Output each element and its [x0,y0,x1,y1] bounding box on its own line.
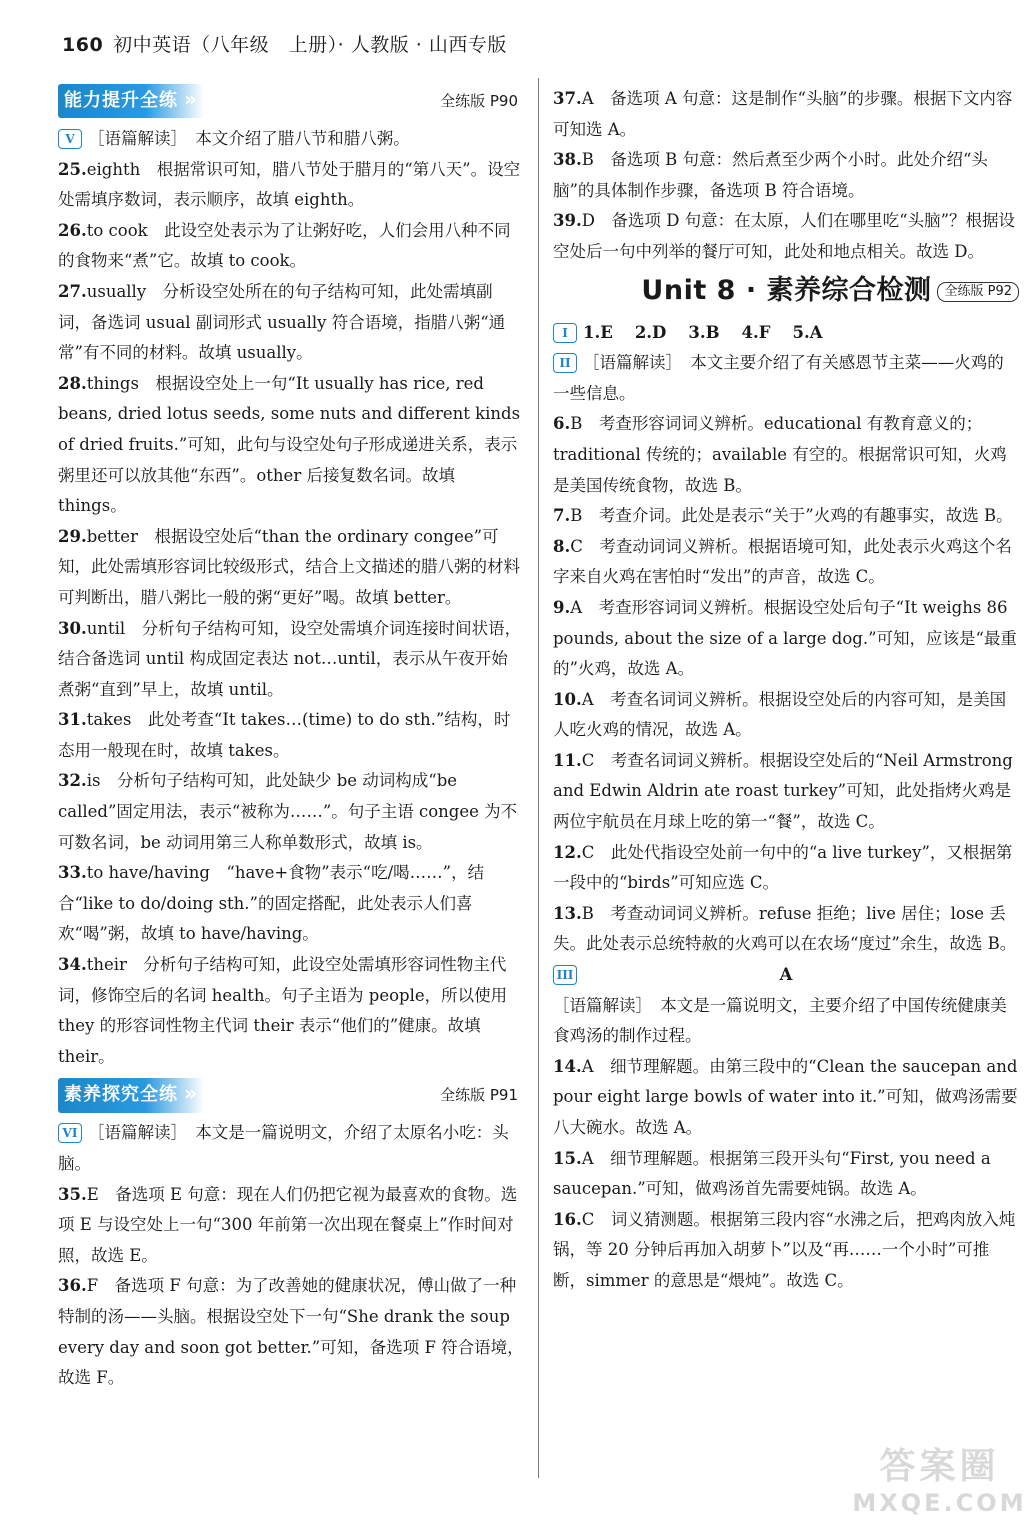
explanation-text: 备选项 A 句意：这是制作“头脑”的步骤。根据下文内容可知选 A。 [553,89,1013,139]
section-marker: V [58,129,82,149]
answer-key: to cook [86,220,148,240]
question-number: 16. [553,1209,582,1229]
answer-item [553,206,1019,267]
explanation-text: 根据设空处上一句“It usually has rice, red beans, dried lotus seeds, some nuts and different kinds of dried fruits.”可知，此句与设空处句子形成递进关系，表示粥里还可以放其他“东西”。other 后接复数名词。故填 things。 [58,373,521,516]
answer-item [553,838,1019,899]
section-three-header [553,960,1019,991]
explanation-text: 备选项 F 句意：为了改善她的健康状况，傅山做了一种特制的汤——头脑。根据设空处下一句“She drank the soup every day and soon got better.”可知，备选项 F 符合语境，故选 F。 [58,1276,524,1388]
section-banner-ability [58,84,524,118]
passage-summary: II ［语篇解读］ 本文主要介绍了有关感恩节主菜——火鸡的一些信息。 [553,353,1004,403]
explanation-text: 细节理解题。由第三段中的“Clean the saucepan and pour eight large bowls of water into it.”可知，做鸡汤需要八大碗水。故选 A。 [553,1056,1018,1137]
answer-item [58,277,524,369]
quick-answers [553,318,1019,349]
answer-item [553,1144,1019,1205]
answer-list [553,1052,1019,1297]
explanation-text: 根据设空处后“than the ordinary congee”可知，此处需填形容词比较级形式，结合上文描述的腊八粥的材料可判断出，腊八粥比一般的粥“更好”喝。故填 better。 [58,526,520,607]
quick-answer: 2.D [634,322,667,342]
answer-item [553,84,1019,145]
explanation-text: 备选项 D 句意：在太原，人们在哪里吃“头脑”？根据设空处后一句中列举的餐厅可知，此处和地点相关。故选 D。 [553,211,1016,261]
explanation-text: 考查形容词词义辨析。根据设空处后句子“It weighs 86 pounds, about the size of a large dog.”可知，应该是“最重的”火鸡，故选 A。 [553,597,1017,679]
question-number: 30. [58,618,87,638]
explanation-text: 考查名词词义辨析。根据设空处后的“Neil Armstrong and Edwin Aldrin ate roast turkey”可知，此处指烤火鸡是两位宇航员在月球上吃的第一“餐”，故选 C。 [553,750,1013,832]
passage-heading: A [779,965,793,985]
answer-key: is [86,771,101,791]
question-number: 39. [553,211,582,231]
explanation-text: 考查名词词义辨析。根据设空处后的内容可知，是美国人吃火鸡的情况，故选 A。 [553,689,1007,740]
question-number: 27. [58,281,87,301]
question-number: 11. [553,750,582,770]
answer-key: A [581,1148,594,1168]
answer-list [553,409,1019,960]
answer-item [58,766,524,858]
section-marker: III [553,965,577,985]
answer-item [58,369,524,522]
question-number: 9. [553,597,571,617]
answer-item [553,1205,1019,1297]
answer-item [553,593,1019,685]
section-marker: I [553,323,577,343]
right-column [553,84,1019,1297]
answer-item [58,522,524,614]
explanation-text: 此处考查“It takes…(time) to do sth.”结构，时态用一般现在时，故填 takes。 [58,710,511,760]
question-number: 6. [553,414,571,434]
question-number: 13. [553,903,582,923]
explanation-text: 此处代指设空处前一句中的“a live turkey”，又根据第一段中的“birds”可知应选 C。 [553,842,1013,893]
question-number: 34. [58,955,87,975]
banner-label: 素养探究全练 » [58,1078,204,1113]
explanation-text: 备选项 B 句意：然后煮至少两个小时。此处介绍“头脑”的具体制作步骤，备选项 B 符合语境。 [553,150,988,200]
explanation-text: 分析句子结构可知，设空处需填介词连接时间状语，结合备选词 until 构成固定表达 not…until，表示从午夜开始煮粥“直到”早上，故填 until。 [58,618,522,699]
unit-page-badge: 全练版 P92 [937,282,1019,302]
section-banner-literacy [58,1078,524,1112]
question-number: 36. [58,1276,87,1296]
question-number: 32. [58,771,87,791]
question-number: 14. [553,1056,582,1076]
page-number: 160 [62,34,104,56]
explanation-text: 词义猜测题。根据第三段内容“水沸之后，把鸡肉放入炖锅，等 20 分钟后再加入胡萝卜”以及“再……一个小时”可推断，simmer 的意思是“煨炖”。故选 C。 [553,1209,1016,1290]
answer-item [553,746,1019,838]
banner-page-ref: 全练版 P90 [440,91,518,110]
banner-label: 能力提升全练 » [58,84,204,119]
answer-key: A [570,597,583,617]
explanation-text: “have+食物”表示“吃/喝……”，结合“like to do/doing sth.”的固定搭配，此处表示人们喜欢“喝”粥，故填 to have/having。 [58,863,485,944]
answer-item [553,409,1019,501]
question-number: 29. [58,526,87,546]
question-number: 12. [553,842,582,862]
answer-key: C [581,750,595,770]
answer-item [553,532,1019,593]
answer-key: things [86,373,139,393]
explanation-text: 分析句子结构可知，此处缺少 be 动词构成“be called”固定用法，表示“被称为……”。句子主语 congee 为不可数名词，be 动词用第三人称单数形式，故填 is。 [58,771,518,852]
explanation-text: 分析设空处所在的句子结构可知，此处需填副词，备选词 usual 副词形式 usually 符合语境，指腊八粥“通常”有不同的材料。故填 usually。 [58,281,506,363]
answer-key: C [581,842,595,862]
answer-list [58,1180,524,1394]
answer-list [58,155,524,1073]
passage-summary: VI ［语篇解读］ 本文是一篇说明文，介绍了太原名小吃：头脑。 [58,1123,509,1173]
answer-key: until [86,618,126,638]
answer-key: E [86,1184,99,1204]
answer-key: eighth [86,159,141,179]
answer-item [58,705,524,766]
answer-key: B [581,150,594,170]
explanation-text: 备选项 E 句意：现在人们仍把它视为最喜欢的食物。选项 E 与设空处上一句“300 年前第一次出现在餐桌上”作时间对照，故选 E。 [58,1184,518,1265]
answer-key: C [581,1209,595,1229]
answer-key: to have/having [86,863,210,883]
passage-summary: ［语篇解读］ 本文是一篇说明文，主要介绍了中国传统健康美食鸡汤的制作过程。 [553,995,1007,1046]
answer-item [553,1052,1019,1144]
explanation-text: 考查动词词义辨析。根据语境可知，此处表示火鸡这个名字来自火鸡在害怕时“发出”的声音，故选 C。 [553,536,1012,587]
question-number: 37. [553,89,582,108]
answer-key: takes [86,710,132,730]
answer-key: B [570,506,583,526]
quick-answer: 4.F [741,322,771,342]
answer-key: B [570,414,583,434]
explanation-text: 考查形容词词义辨析。educational 有教育意义的；traditional 传统的；available 有空的。根据常识可知，火鸡是美国传统食物，故选 B。 [553,414,1007,495]
question-number: 35. [58,1184,87,1204]
explanation-text: 考查动词词义辨析。refuse 拒绝；live 居住；lose 丢失。此处表示总统特赦的火鸡可以在农场“度过”余生，故选 B。 [553,903,1017,954]
question-number: 15. [553,1148,582,1168]
explanation-text: 细节理解题。根据第三段开头句“First, you need a saucepan.”可知，做鸡汤首先需要炖锅。故选 A。 [553,1148,991,1199]
answer-item [553,899,1019,960]
book-title: 初中英语（八年级 上册）· 人教版 · 山西专版 [113,34,507,56]
answer-key: D [581,211,595,231]
answer-item [553,501,1019,532]
unit-heading [553,272,1019,312]
left-column [58,84,524,1394]
column-divider [538,78,539,1478]
answer-item [58,1180,524,1272]
answer-key: F [86,1276,99,1296]
answer-key: better [86,526,138,546]
quick-answer: 3.B [688,322,720,342]
banner-page-ref: 全练版 P91 [440,1086,518,1105]
answer-item [58,950,524,1072]
question-number: 33. [58,863,87,883]
question-number: 26. [58,220,87,240]
answer-item [58,614,524,706]
question-number: 7. [553,506,571,526]
answer-item [58,858,524,950]
answer-key: B [581,903,594,923]
answer-key: usually [86,281,147,301]
answer-item [553,145,1019,206]
passage-summary: V ［语篇解读］ 本文介绍了腊八节和腊八粥。 [58,124,524,155]
answer-item [58,155,524,216]
section-marker: VI [58,1123,82,1143]
question-number: 8. [553,536,571,556]
quick-answer: 5.A [792,322,823,342]
quick-answer: 1.E [583,322,613,342]
question-number: 10. [553,689,582,709]
answer-key: A [581,1056,594,1076]
answer-item [58,216,524,277]
answer-key: A [581,89,594,108]
answer-key: their [86,955,127,975]
unit-title: Unit 8 · 素养综合检测 [641,275,932,307]
explanation-text: 分析句子结构可知，此设空处需填形容词性物主代词，修饰空后的名词 health。句子主语为 people，所以使用 they 的形容词性物主代词 their 表示“他们的”健康。故填 their。 [58,955,508,1066]
explanation-text: 此设空处表示为了让粥好吃，人们会用八种不同的食物来“煮”它。故填 to cook。 [58,220,511,271]
question-number: 38. [553,150,582,170]
page-header [62,30,507,57]
question-number: 31. [58,710,87,730]
answer-item [58,1271,524,1393]
answer-item [553,685,1019,746]
answer-key: A [581,689,594,709]
answer-list [553,84,1019,268]
watermark-logo: 答案圈 MXQE.COM [852,1446,1027,1517]
explanation-text: 考查介词。此处是表示“关于”火鸡的有趣事实，故选 B。 [582,506,1013,526]
answer-key: C [570,536,583,556]
question-number: 25. [58,159,87,179]
question-number: 28. [58,373,87,393]
explanation-text: 根据常识可知，腊八节处于腊月的“第八天”。设空处需填序数词，表示顺序，故填 eighth。 [58,159,521,210]
section-marker: II [553,353,577,373]
